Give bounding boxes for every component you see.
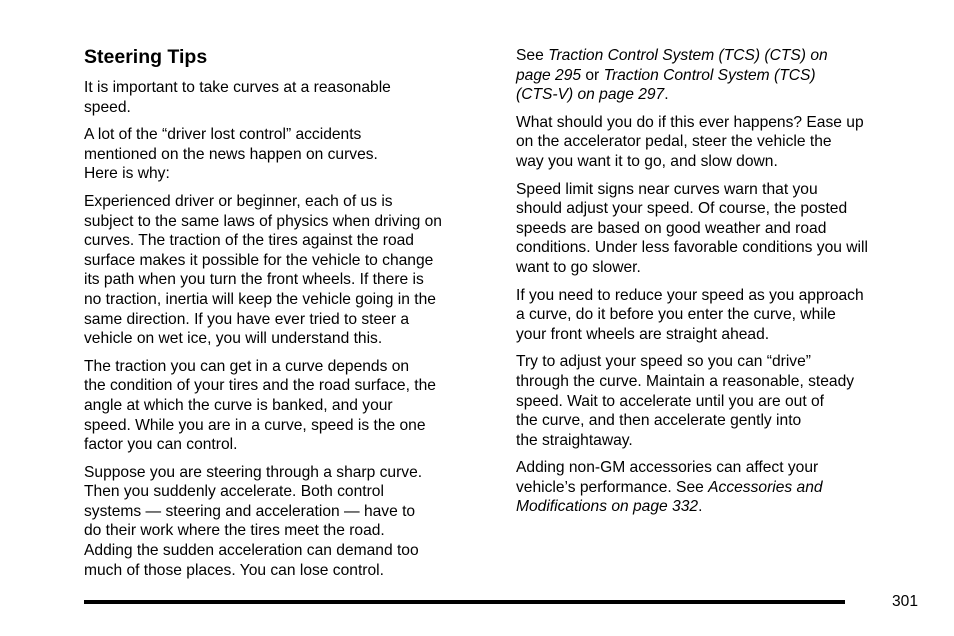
paragraph: Experienced driver or beginner, each of us is subject to the same laws of physics when driving on curves. The traction of the tires against the road surface makes it possible for the vehicle to change its path when you turn the front wheels. If there is no traction, inertia will keep the vehicle going in the same direction. If you have ever tried to steer a vehicle on wet ice, you will understand this. <box>84 192 442 348</box>
paragraph: If you need to reduce your speed as you approach a curve, do it before you enter the curve, while your front wheels are straight ahead. <box>516 286 864 343</box>
cross-reference-accessories: Accessories and Modifications on page 332 <box>516 478 823 516</box>
period: . <box>664 86 669 104</box>
period: . <box>698 498 703 516</box>
paragraph: What should you do if this ever happens? Ease up on the accelerator pedal, steer the vehicle the way you want it to go, and slow down. <box>516 113 864 170</box>
cross-reference-tcs-cts-v: Traction Control System (TCS) (CTS-V) on page 297 <box>516 66 816 104</box>
right-column <box>516 44 926 525</box>
left-column <box>84 44 494 588</box>
paragraph: It is important to take curves at a reasonable speed. <box>84 79 391 116</box>
paragraph-accessories <box>516 458 926 517</box>
paragraph: A lot of the “driver lost control” accidents mentioned on the news happen on curves. Here is why: <box>84 126 378 183</box>
paragraph: The traction you can get in a curve depends on the condition of your tires and the road surface, the angle at which the curve is banked, and your speed. While you are in a curve, speed is the one factor you can control. <box>84 357 436 454</box>
see-text: See <box>516 47 549 64</box>
paragraph-tcs-reference <box>516 44 926 105</box>
cross-reference-tcs-cts: Traction Control System (TCS) (CTS) on page 295 <box>516 47 828 84</box>
paragraph: Try to adjust your speed so you can “drive” through the curve. Maintain a reasonable, steady speed. Wait to accelerate until you are out of the curve, and then accelerate gently into the straightaway. <box>516 353 855 449</box>
page-number: 301 <box>891 593 918 610</box>
paragraph: Speed limit signs near curves warn that you should adjust your speed. Of course, the posted speeds are based on good weather and road conditions. Under less favorable conditions you will want to go slower. <box>516 180 868 276</box>
or-text: or <box>581 66 604 84</box>
accessories-text: Adding non-GM accessories can affect your vehicle’s performance. See <box>516 459 819 496</box>
section-heading: Steering Tips <box>84 46 208 68</box>
paragraph: Suppose you are steering through a sharp curve. Then you suddenly accelerate. Both control systems — steering and acceleration — have to do their work where the tires meet the road. Adding the sudden acceleration can demand too much of those places. You can lose control. <box>84 463 423 579</box>
footer-rule <box>84 600 845 604</box>
